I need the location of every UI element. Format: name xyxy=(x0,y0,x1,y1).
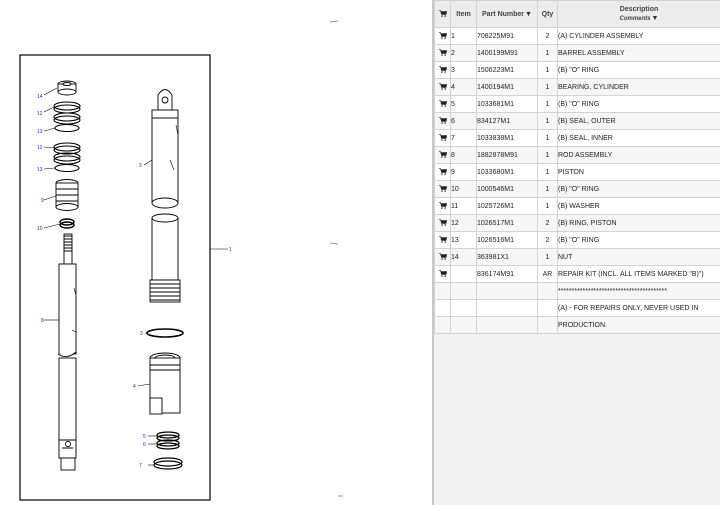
item-cell: 3 xyxy=(451,62,477,79)
item-cell xyxy=(451,317,477,334)
add-to-cart-cell xyxy=(435,283,451,300)
cart-icon[interactable] xyxy=(439,185,447,192)
qty-cell: 2 xyxy=(538,28,558,45)
part-number-cell[interactable]: 1026516M1 xyxy=(477,232,538,249)
description-cell: (B) SEAL, OUTER xyxy=(558,113,720,130)
part-number-cell[interactable]: 1400199M91 xyxy=(477,45,538,62)
callout-13[interactable]: 13 xyxy=(37,129,43,135)
part-number-cell[interactable] xyxy=(477,317,538,334)
item-cell: 7 xyxy=(451,130,477,147)
cart-icon[interactable] xyxy=(439,202,447,209)
item-cell: 11 xyxy=(451,198,477,215)
qty-cell: 1 xyxy=(538,62,558,79)
comments-label: Comments xyxy=(619,15,651,22)
callout-13-b[interactable]: 13 xyxy=(37,167,43,173)
table-row[interactable] xyxy=(435,62,720,79)
filter-icon[interactable]: ▼ xyxy=(525,10,532,18)
cart-icon[interactable] xyxy=(439,168,447,175)
part-number-cell[interactable]: 834127M1 xyxy=(477,113,538,130)
callout-12-b[interactable]: 12 xyxy=(37,145,43,151)
qty-cell: 1 xyxy=(538,249,558,266)
qty-cell: 2 xyxy=(538,215,558,232)
table-row[interactable] xyxy=(435,283,720,300)
part-number-cell[interactable]: 1033681M1 xyxy=(477,96,538,113)
item-cell xyxy=(451,266,477,283)
qty-cell: 1 xyxy=(538,164,558,181)
description-cell: PRODUCTION. xyxy=(558,317,720,334)
add-to-cart-cell[interactable] xyxy=(435,232,451,249)
part-number-cell[interactable]: 1026517M1 xyxy=(477,215,538,232)
table-row[interactable] xyxy=(435,300,720,317)
callout-1[interactable]: 1 xyxy=(229,247,232,253)
add-to-cart-cell[interactable] xyxy=(435,215,451,232)
table-row[interactable] xyxy=(435,96,720,113)
item-cell: 4 xyxy=(451,79,477,96)
cart-icon[interactable] xyxy=(439,100,447,107)
qty-cell xyxy=(538,283,558,300)
qty-cell: 1 xyxy=(538,130,558,147)
add-to-cart-cell[interactable] xyxy=(435,62,451,79)
table-row[interactable] xyxy=(435,147,720,164)
add-to-cart-cell[interactable] xyxy=(435,249,451,266)
callout-14[interactable]: 14 xyxy=(37,94,43,100)
item-cell: 2 xyxy=(451,45,477,62)
qty-cell: 1 xyxy=(538,45,558,62)
description-cell: (B) RING, PISTON xyxy=(558,215,720,232)
table-row[interactable] xyxy=(435,266,720,283)
description-cell: BARREL ASSEMBLY xyxy=(558,45,720,62)
description-cell: (B) "O" RING xyxy=(558,232,720,249)
item-cell xyxy=(451,283,477,300)
callout-7[interactable]: 7 xyxy=(139,463,142,469)
header-part-number[interactable]: Part Number▼ xyxy=(477,1,538,28)
add-to-cart-cell xyxy=(435,300,451,317)
add-to-cart-cell[interactable] xyxy=(435,198,451,215)
table-row[interactable] xyxy=(435,215,720,232)
description-cell: REPAIR KIT (INCL. ALL ITEMS MARKED "B)") xyxy=(558,266,720,283)
description-cell: BEARING, CYLINDER xyxy=(558,79,720,96)
header-qty[interactable]: Qty xyxy=(538,1,558,28)
part-number-cell[interactable]: 1506223M1 xyxy=(477,62,538,79)
callout-12[interactable]: 12 xyxy=(37,111,43,117)
callout-4[interactable]: 4 xyxy=(133,384,136,390)
part-number-cell[interactable]: 1033680M1 xyxy=(477,164,538,181)
item-cell: 6 xyxy=(451,113,477,130)
qty-cell: 2 xyxy=(538,232,558,249)
add-to-cart-cell[interactable] xyxy=(435,28,451,45)
cart-icon[interactable] xyxy=(439,253,447,260)
part-number-cell[interactable]: 1882878M91 xyxy=(477,147,538,164)
item-cell: 12 xyxy=(451,215,477,232)
description-cell: (B) SEAL, INNER xyxy=(558,130,720,147)
callout-5[interactable]: 5 xyxy=(143,434,146,440)
description-cell: (A) - FOR REPAIRS ONLY, NEVER USED IN xyxy=(558,300,720,317)
cart-icon[interactable] xyxy=(439,32,447,39)
parts-table xyxy=(434,0,720,334)
add-to-cart-cell[interactable] xyxy=(435,96,451,113)
add-to-cart-cell[interactable] xyxy=(435,45,451,62)
item-cell xyxy=(451,300,477,317)
callout-6[interactable]: 6 xyxy=(143,442,146,448)
qty-cell: 1 xyxy=(538,79,558,96)
table-row[interactable] xyxy=(435,45,720,62)
table-row[interactable] xyxy=(435,164,720,181)
add-to-cart-cell[interactable] xyxy=(435,181,451,198)
callout-10[interactable]: 10 xyxy=(37,226,43,232)
item-cell: 9 xyxy=(451,164,477,181)
qty-cell xyxy=(538,300,558,317)
table-row[interactable] xyxy=(435,249,720,266)
header-item[interactable]: Item xyxy=(451,1,477,28)
description-cell: (A) CYLINDER ASSEMBLY xyxy=(558,28,720,45)
table-row[interactable] xyxy=(435,113,720,130)
table-row[interactable] xyxy=(435,79,720,96)
cart-icon[interactable] xyxy=(439,66,447,73)
add-to-cart-cell[interactable] xyxy=(435,113,451,130)
header-description[interactable]: Description Comments▼ xyxy=(558,1,720,28)
cart-icon[interactable] xyxy=(439,219,447,226)
qty-cell xyxy=(538,317,558,334)
parts-list-panel xyxy=(434,0,720,505)
callout-8[interactable]: 8 xyxy=(41,318,44,324)
filter-icon[interactable]: ▼ xyxy=(651,14,659,22)
add-to-cart-cell[interactable] xyxy=(435,79,451,96)
part-number-cell[interactable]: 1033838M1 xyxy=(477,130,538,147)
part-number-cell[interactable] xyxy=(477,283,538,300)
cart-icon[interactable] xyxy=(439,236,447,243)
description-cell: ROD ASSEMBLY xyxy=(558,147,720,164)
add-to-cart-cell[interactable] xyxy=(435,266,451,283)
qty-cell: 1 xyxy=(538,113,558,130)
add-to-cart-cell[interactable] xyxy=(435,164,451,181)
description-cell: (B) "O" RING xyxy=(558,181,720,198)
item-cell: 13 xyxy=(451,232,477,249)
cart-icon[interactable] xyxy=(439,117,447,124)
item-cell: 5 xyxy=(451,96,477,113)
qty-cell: 1 xyxy=(538,181,558,198)
cart-icon xyxy=(439,10,447,17)
part-number-cell[interactable]: 363981X1 xyxy=(477,249,538,266)
table-header-row xyxy=(435,1,720,28)
part-number-cell[interactable] xyxy=(477,300,538,317)
part-number-cell[interactable]: 708225M91 xyxy=(477,28,538,45)
parts-table-body xyxy=(435,28,720,334)
description-cell: NUT xyxy=(558,249,720,266)
table-row[interactable] xyxy=(435,232,720,249)
description-cell: (B) "O" RING xyxy=(558,96,720,113)
item-cell: 1 xyxy=(451,28,477,45)
part-number-cell[interactable]: 836174M91 xyxy=(477,266,538,283)
qty-cell: 1 xyxy=(538,96,558,113)
item-cell: 14 xyxy=(451,249,477,266)
description-cell: (B) WASHER xyxy=(558,198,720,215)
table-row[interactable] xyxy=(435,28,720,45)
description-cell: **************************************** xyxy=(558,283,720,300)
table-row[interactable] xyxy=(435,130,720,147)
table-row[interactable] xyxy=(435,181,720,198)
header-cart xyxy=(435,1,451,28)
table-row[interactable] xyxy=(435,317,720,334)
add-to-cart-cell xyxy=(435,317,451,334)
add-to-cart-cell[interactable] xyxy=(435,130,451,147)
callout-9[interactable]: 9 xyxy=(41,198,44,204)
callout-3[interactable]: 3 xyxy=(140,331,143,337)
cart-icon[interactable] xyxy=(439,134,447,141)
part-number-cell[interactable]: 1400194M1 xyxy=(477,79,538,96)
description-cell: (B) "O" RING xyxy=(558,62,720,79)
table-row[interactable] xyxy=(435,198,720,215)
part-number-cell[interactable]: 1025726M1 xyxy=(477,198,538,215)
add-to-cart-cell[interactable] xyxy=(435,147,451,164)
item-cell: 10 xyxy=(451,181,477,198)
description-cell: PISTON xyxy=(558,164,720,181)
cart-icon[interactable] xyxy=(439,270,447,277)
qty-cell: 1 xyxy=(538,147,558,164)
item-cell: 8 xyxy=(451,147,477,164)
cart-icon[interactable] xyxy=(439,49,447,56)
qty-cell: AR xyxy=(538,266,558,283)
qty-cell: 1 xyxy=(538,198,558,215)
callout-2[interactable]: 2 xyxy=(139,163,142,169)
part-number-cell[interactable]: 1000546M1 xyxy=(477,181,538,198)
cart-icon[interactable] xyxy=(439,83,447,90)
cart-icon[interactable] xyxy=(439,151,447,158)
